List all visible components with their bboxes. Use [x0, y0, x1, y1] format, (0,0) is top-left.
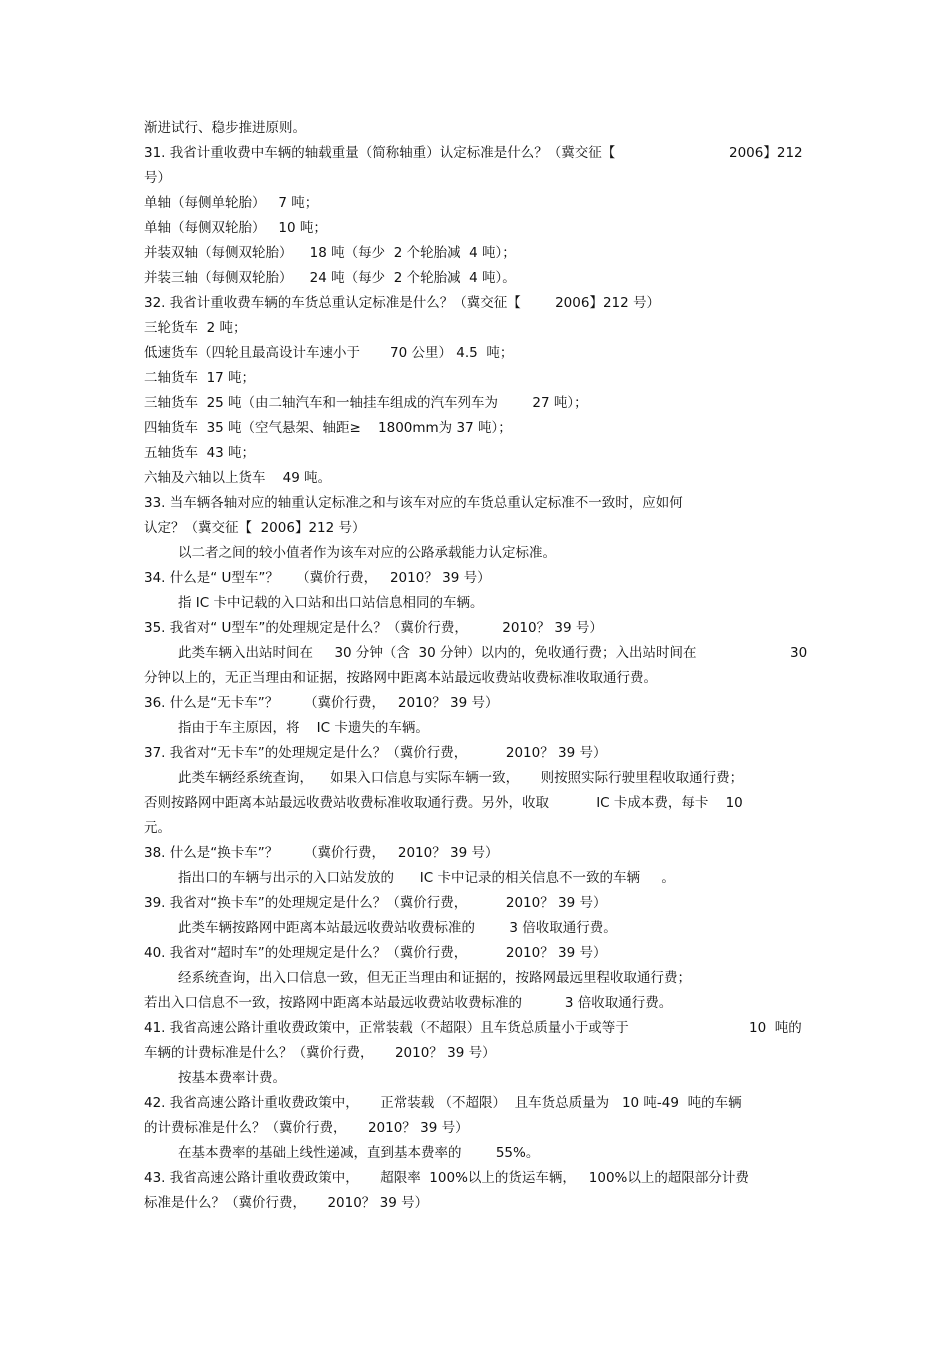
text-line: 车辆的计费标准是什么？（冀价行费， 2010？ 39 号） [144, 1045, 496, 1061]
answer-37: 此类车辆经系统查询， 如果入口信息与实际车辆一致， 则按照实际行驶里程收取通行费； [178, 770, 744, 786]
text-line: 六轴及六轴以上货车 49 吨。 [144, 470, 332, 486]
answer-35-tail: 30 [790, 645, 808, 661]
text-line: 四轴货车 35 吨（空气悬架、轴距≥ 1800mm为 37 吨）； [144, 420, 512, 436]
answer-33: 以二者之间的较小值者作为该车对应的公路承载能力认定标准。 [178, 545, 556, 561]
answer-40: 经系统查询，出入口信息一致，但无正当理由和证据的，按路网最远里程收取通行费； [178, 970, 691, 986]
text-line: 单轴（每侧双轮胎） 10 吨； [144, 220, 327, 236]
question-32: 32. 我省计重收费车辆的车货总重认定标准是什么？（冀交征【 2006】212 号） [144, 295, 661, 311]
question-33: 33. 当车辆各轴对应的轴重认定标准之和与该车对应的车货总重认定标准不一致时，应如何 [144, 495, 683, 511]
text-line: 元。 [144, 820, 171, 836]
text-line: 否则按路网中距离本站最远收费站收费标准收取通行费。另外，收取 IC 卡成本费，每卡 10 [144, 795, 743, 811]
text-line: 认定？（冀交征【 2006】212 号） [144, 520, 366, 536]
answer-38: 指出口的车辆与出示的入口站发放的 IC 卡中记录的相关信息不一致的车辆 。 [178, 870, 675, 886]
answer-42: 在基本费率的基础上线性递减，直到基本费率的 55%。 [178, 1145, 540, 1161]
question-42: 42. 我省高速公路计重收费政策中， 正常装载 （不超限） 且车货总质量为 10 吨-49 吨的车辆 [144, 1095, 742, 1111]
text-line: 并装三轴（每侧双轮胎） 24 吨（每少 2 个轮胎减 4 吨）。 [144, 270, 516, 286]
answer-35: 此类车辆入出站时间在 30 分钟（含 30 分钟）以内的，免收通行费；入出站时间在 [178, 645, 697, 661]
question-31-ref: 2006】212 [729, 145, 803, 161]
question-39: 39. 我省对“换卡车”的处理规定是什么？（冀价行费， 2010？ 39 号） [144, 895, 607, 911]
text-line: 并装双轴（每侧双轮胎） 18 吨（每少 2 个轮胎减 4 吨）； [144, 245, 516, 261]
question-41-tail: 10 吨的 [749, 1020, 802, 1036]
question-43: 43. 我省高速公路计重收费政策中， 超限率 100%以上的货运车辆， 100%以上的超限部分计费 [144, 1170, 749, 1186]
question-35: 35. 我省对“ U型车”的处理规定是什么？（冀价行费， 2010？ 39 号） [144, 620, 603, 636]
answer-34: 指 IC 卡中记载的入口站和出口站信息相同的车辆。 [178, 595, 484, 611]
text-line: 二轴货车 17 吨； [144, 370, 256, 386]
answer-36: 指由于车主原因，将 IC 卡遗失的车辆。 [178, 720, 429, 736]
text-line: 单轴（每侧单轮胎） 7 吨； [144, 195, 319, 211]
question-34: 34. 什么是“ U型车”？ （冀价行费， 2010？ 39 号） [144, 570, 491, 586]
answer-41: 按基本费率计费。 [178, 1070, 286, 1086]
question-38: 38. 什么是“换卡车”？ （冀价行费， 2010？ 39 号） [144, 845, 499, 861]
text-line: 号） [144, 170, 171, 186]
question-41: 41. 我省高速公路计重收费政策中，正常装载（不超限）且车货总质量小于或等于 [144, 1020, 629, 1036]
text-line: 三轴货车 25 吨（由二轴汽车和一轴挂车组成的汽车列车为 27 吨）； [144, 395, 588, 411]
text-line: 若出入口信息不一致，按路网中距离本站最远收费站收费标准的 3 倍收取通行费。 [144, 995, 673, 1011]
question-37: 37. 我省对“无卡车”的处理规定是什么？（冀价行费， 2010？ 39 号） [144, 745, 607, 761]
answer-39: 此类车辆按路网中距离本站最远收费站收费标准的 3 倍收取通行费。 [178, 920, 617, 936]
text-line: 渐进试行、稳步推进原则。 [144, 120, 306, 136]
text-line: 五轴货车 43 吨； [144, 445, 256, 461]
text-line: 的计费标准是什么？（冀价行费， 2010？ 39 号） [144, 1120, 469, 1136]
text-line: 低速货车（四轮且最高设计车速小于 70 公里） 4.5 吨； [144, 345, 514, 361]
question-36: 36. 什么是“无卡车”？ （冀价行费， 2010？ 39 号） [144, 695, 499, 711]
question-40: 40. 我省对“超时车”的处理规定是什么？（冀价行费， 2010？ 39 号） [144, 945, 607, 961]
text-line: 分钟以上的，无正当理由和证据，按路网中距离本站最远收费站收费标准收取通行费。 [144, 670, 657, 686]
text-line: 标准是什么？（冀价行费， 2010？ 39 号） [144, 1195, 429, 1211]
text-line: 三轮货车 2 吨； [144, 320, 247, 336]
question-31: 31. 我省计重收费中车辆的轴载重量（简称轴重）认定标准是什么？（冀交征【 [144, 145, 616, 161]
